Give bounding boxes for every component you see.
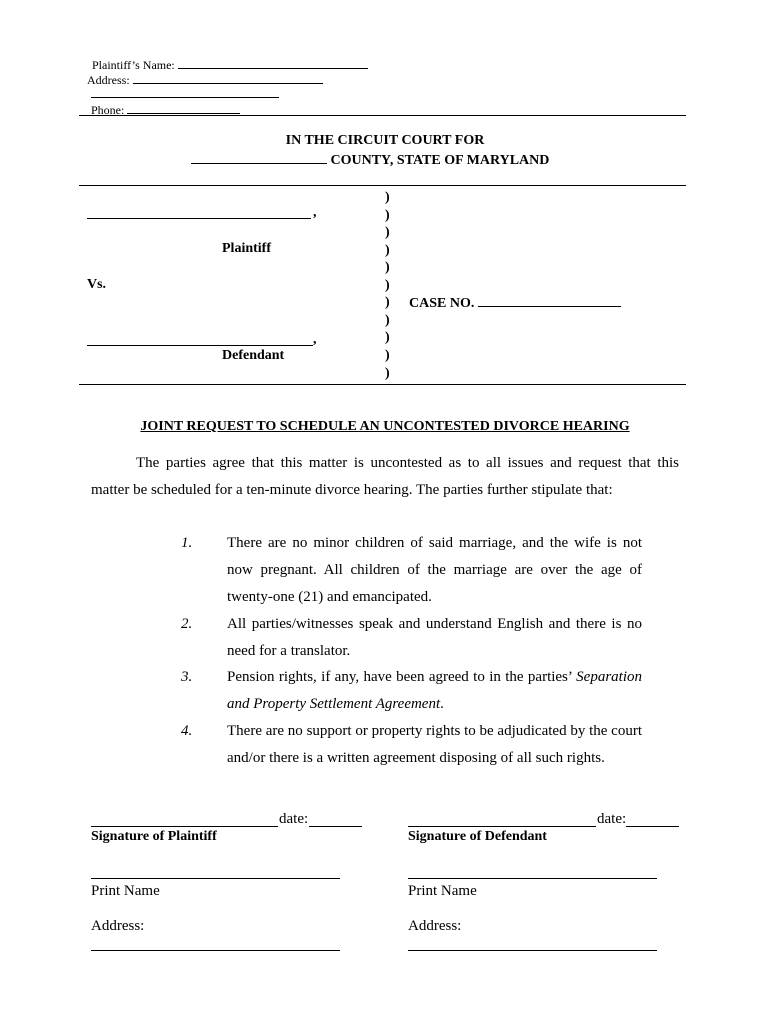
plaintiff-address-label: Address: (91, 918, 145, 934)
address-label: Address: (87, 73, 130, 87)
intro-line-2: matter be scheduled for a ten-minute divorce hearing. The parties further stipulate that: (91, 482, 613, 498)
paren: ) (385, 278, 390, 293)
address-blank[interactable] (133, 72, 323, 84)
stipulation-text: There are no support or property rights to be adjudicated by the court and/or there is a written agreement disposing of all such rights. (227, 723, 642, 766)
plaintiff-name-blank[interactable] (178, 57, 368, 69)
case-no-field (409, 294, 621, 312)
stipulation-text (227, 664, 642, 718)
paren: ) (385, 330, 390, 345)
defendant-print-name-line[interactable] (408, 878, 657, 879)
court-line-2-text: COUNTY, STATE OF MARYLAND (330, 153, 550, 168)
stipulation-number: 4. (181, 723, 193, 739)
address-line-2[interactable] (91, 97, 279, 98)
caption-bottom-rule (79, 384, 686, 385)
vs-label: Vs. (87, 277, 107, 292)
plaintiff-date-line[interactable] (309, 826, 362, 827)
paren: ) (385, 313, 390, 328)
court-line-2 (191, 151, 549, 169)
stipulation-text: All parties/witnesses speak and understand English and there is no need for a translator. (227, 616, 642, 659)
intro-line-1: The parties agree that this matter is uncontested as to all issues and request that this (136, 455, 679, 471)
stipulation-text-italic: Separation and Property Settlement Agreement (227, 669, 642, 712)
paren: ) (385, 348, 390, 363)
paren: ) (385, 260, 390, 275)
defendant-label: Defendant (222, 348, 285, 363)
county-blank[interactable] (191, 151, 327, 164)
paren: ) (385, 225, 390, 240)
phone-blank[interactable] (127, 102, 240, 114)
stipulation-number: 2. (181, 616, 193, 632)
plaintiff-signature-line[interactable] (91, 826, 278, 827)
stipulation-text: There are no minor children of said marriage, and the wife is not now pregnant. All children of the marriage are over the age of twenty-one (21) and emancipated. (227, 535, 642, 605)
stipulation-text-end: . (440, 696, 444, 712)
defendant-name-line[interactable] (87, 345, 313, 346)
header-rule (79, 115, 686, 116)
paren: ) (385, 243, 390, 258)
defendant-date-label: date: (597, 811, 627, 827)
case-no-label: CASE NO. (409, 296, 475, 311)
defendant-signature-line[interactable] (408, 826, 596, 827)
paren: ) (385, 208, 390, 223)
plaintiff-print-name-line[interactable] (91, 878, 340, 879)
defendant-address-label: Address: (408, 918, 462, 934)
paren: ) (385, 190, 390, 205)
plaintiff-comma: , (313, 205, 317, 220)
plaintiff-print-name-label: Print Name (91, 883, 160, 899)
address-field (87, 72, 323, 88)
court-line-1: IN THE CIRCUIT COURT FOR (285, 133, 485, 148)
caption-top-rule (79, 185, 686, 186)
paren: ) (385, 366, 390, 381)
paren: ) (385, 295, 390, 310)
stipulation-number: 1. (181, 535, 193, 551)
plaintiff-signature-label: Signature of Plaintiff (91, 829, 217, 844)
phone-label: Phone: (91, 103, 125, 117)
defendant-print-name-label: Print Name (408, 883, 477, 899)
case-no-blank[interactable] (478, 294, 621, 307)
plaintiff-name-field (92, 57, 368, 73)
plaintiff-label: Plaintiff (222, 241, 271, 256)
stipulation-text-main: Pension rights, if any, have been agreed to in the parties’ (227, 669, 572, 685)
defendant-date-line[interactable] (626, 826, 679, 827)
defendant-signature-label: Signature of Defendant (408, 829, 547, 844)
plaintiff-address-line[interactable] (91, 950, 340, 951)
document-title: JOINT REQUEST TO SCHEDULE AN UNCONTESTED DIVORCE HEARING (140, 419, 630, 434)
plaintiff-name-line[interactable] (87, 218, 311, 219)
defendant-address-line[interactable] (408, 950, 657, 951)
stipulation-number: 3. (181, 669, 193, 685)
defendant-comma: , (313, 332, 317, 347)
plaintiff-name-label: Plaintiff’s Name: (92, 58, 175, 72)
plaintiff-date-label: date: (279, 811, 309, 827)
